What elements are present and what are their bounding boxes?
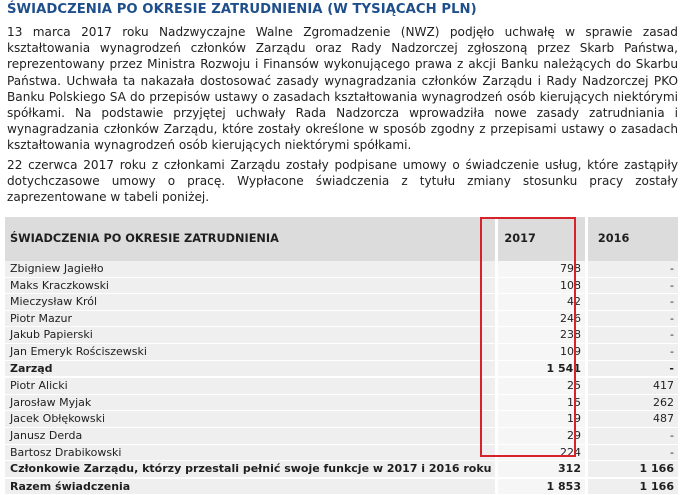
row-value-2017: 312 bbox=[498, 461, 585, 478]
row-value-2016: 262 bbox=[588, 394, 678, 411]
table-row bbox=[5, 444, 678, 461]
row-value-2017: 19 bbox=[498, 411, 585, 428]
column-header-2016: 2016 bbox=[588, 217, 678, 261]
row-name: Zbigniew Jagiełło bbox=[5, 261, 495, 277]
table-row bbox=[5, 261, 678, 277]
row-value-2016: - bbox=[588, 277, 678, 294]
post-employment-benefits-table bbox=[5, 217, 678, 495]
table-header-row bbox=[5, 217, 678, 261]
row-value-2017: 109 bbox=[498, 343, 585, 360]
table-row bbox=[5, 294, 678, 311]
row-value-2017: 798 bbox=[498, 261, 585, 277]
row-value-2016: 417 bbox=[588, 377, 678, 394]
row-name: Maks Kraczkowski bbox=[5, 277, 495, 294]
column-header-2017: 2017 bbox=[498, 217, 585, 261]
row-value-2017: 1 853 bbox=[498, 478, 585, 495]
row-value-2017: 1 541 bbox=[498, 360, 585, 377]
table-row bbox=[5, 427, 678, 444]
table-row bbox=[5, 394, 678, 411]
paragraph-service-contracts: 22 czerwca 2017 roku z członkami Zarządu zostały podpisane umowy o świadczenie usług, które zastąpiły dotychczasowe umowy o pracę. Wypłacone świadczenia z tytułu zmiany stosunku pracy zostały zaprezentowane w tabeli poniżej. bbox=[7, 157, 678, 205]
row-value-2016: 1 166 bbox=[588, 478, 678, 495]
table-subtotal-row bbox=[5, 360, 678, 377]
table-row bbox=[5, 411, 678, 428]
row-name: Zarząd bbox=[5, 360, 495, 377]
paragraph-nwz-resolution: 13 marca 2017 roku Nadzwyczajne Walne Zgromadzenie (NWZ) podjęło uchwałę w sprawie zasad kształtowania wynagrodzeń członków Zarządu oraz Rady Nadzorczej zgłoszoną przez Skarb Państwa, reprezentowany przez Ministra Rozwoju i Finansów wykonującego prawa z akcji Banku należących do Skarbu Państwa. Uchwała ta nakazała dostosować zasady wynagradzania członków Zarządu i Rady Nadzorczej PKO Banku Polskiego SA do przepisów ustawy o zasadach kształtowania wynagrodzeń osób kierujących niektórymi spółkami. Na podstawie przyjętej uchwały Rada Nadzorcza wprowadziła nowe zasady zatrudniania i wynagradzania członków Zarządu, które zostały określone w sposób zgodny z przepisami ustawy o zasadach kształtowania wynagrodzeń osób kierujących niektórymi spółkami. bbox=[7, 25, 678, 153]
row-value-2016: - bbox=[588, 343, 678, 360]
row-value-2016: - bbox=[588, 294, 678, 311]
row-value-2017: 246 bbox=[498, 310, 585, 327]
row-value-2017: 108 bbox=[498, 277, 585, 294]
table-row bbox=[5, 327, 678, 344]
row-value-2017: 15 bbox=[498, 394, 585, 411]
row-value-2017: 224 bbox=[498, 444, 585, 461]
section-heading: ŚWIADCZENIA PO OKRESIE ZATRUDNIENIA (W TYSIĄCACH PLN) bbox=[7, 2, 477, 17]
row-name: Bartosz Drabikowski bbox=[5, 444, 495, 461]
row-name: Jakub Papierski bbox=[5, 327, 495, 344]
row-name: Piotr Mazur bbox=[5, 310, 495, 327]
row-name: Mieczysław Król bbox=[5, 294, 495, 311]
column-header-name: ŚWIADCZENIA PO OKRESIE ZATRUDNIENIA bbox=[5, 217, 495, 261]
document-page bbox=[5, 2, 678, 205]
table-row bbox=[5, 310, 678, 327]
row-value-2016: - bbox=[588, 327, 678, 344]
table-subtotal-row bbox=[5, 461, 678, 478]
row-name: Janusz Derda bbox=[5, 427, 495, 444]
row-name: Jacek Obłękowski bbox=[5, 411, 495, 428]
row-value-2017: 29 bbox=[498, 427, 585, 444]
row-value-2016: - bbox=[588, 444, 678, 461]
row-value-2016: 1 166 bbox=[588, 461, 678, 478]
table-row bbox=[5, 377, 678, 394]
row-name: Członkowie Zarządu, którzy przestali pełnić swoje funkcje w 2017 i 2016 roku bbox=[5, 461, 495, 478]
row-name: Razem świadczenia bbox=[5, 478, 495, 495]
row-value-2016: - bbox=[588, 427, 678, 444]
table-row bbox=[5, 277, 678, 294]
row-name: Jan Emeryk Rościszewski bbox=[5, 343, 495, 360]
row-value-2016: - bbox=[588, 310, 678, 327]
row-name: Jarosław Myjak bbox=[5, 394, 495, 411]
row-value-2017: 25 bbox=[498, 377, 585, 394]
row-value-2016: - bbox=[588, 261, 678, 277]
row-name: Piotr Alicki bbox=[5, 377, 495, 394]
row-value-2017: 238 bbox=[498, 327, 585, 344]
row-value-2016: 487 bbox=[588, 411, 678, 428]
row-value-2017: 42 bbox=[498, 294, 585, 311]
table-row bbox=[5, 343, 678, 360]
row-value-2016: - bbox=[588, 360, 678, 377]
table-total-row bbox=[5, 478, 678, 495]
